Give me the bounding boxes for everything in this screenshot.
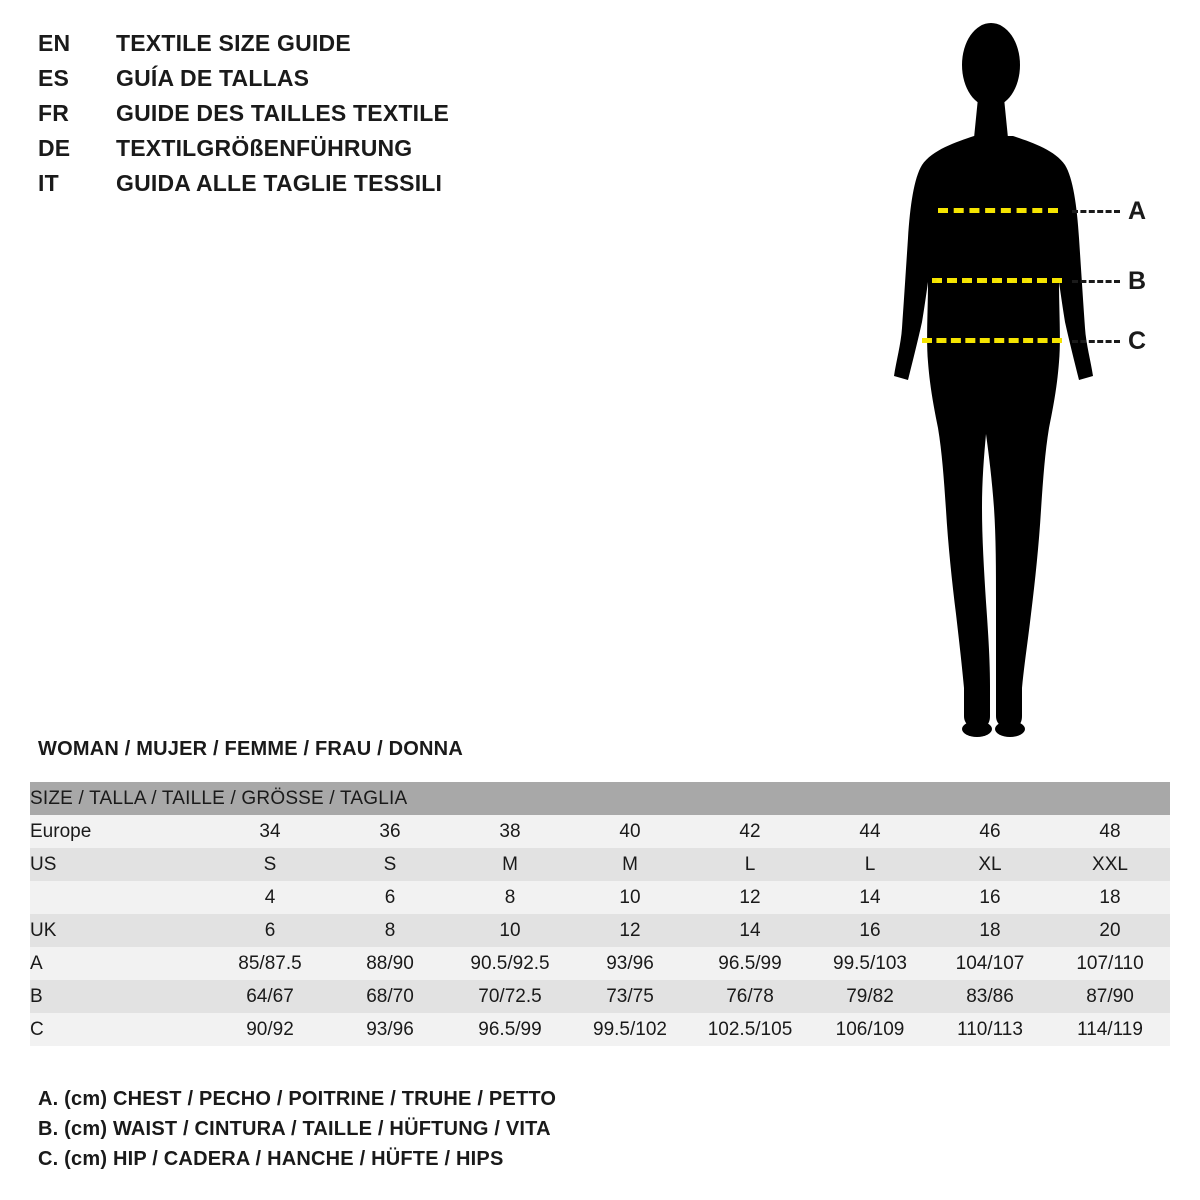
leader-line-c [1072,340,1120,343]
row-cell: L [810,848,930,881]
table-row [30,980,1170,1013]
language-title: TEXTILE SIZE GUIDE [116,30,351,56]
row-cell: 18 [930,914,1050,947]
row-cell: 10 [570,881,690,914]
row-label: US [30,848,210,881]
row-cell: 88/90 [330,947,450,980]
language-code: FR [38,100,70,126]
row-cell: 12 [690,881,810,914]
row-cell: 8 [450,881,570,914]
row-cell: 106/109 [810,1013,930,1046]
row-cell: 42 [690,815,810,848]
row-cell: 102.5/105 [690,1013,810,1046]
language-row [38,170,658,205]
row-cell: 87/90 [1050,980,1170,1013]
row-cell: 70/72.5 [450,980,570,1013]
table-row [30,1013,1170,1046]
language-title: GUÍA DE TALLAS [116,65,310,91]
row-cell: 14 [810,881,930,914]
marker-label-a: A [1128,197,1147,225]
language-title: TEXTILGRÖßENFÜHRUNG [116,135,413,161]
language-code: DE [38,135,71,161]
language-row [38,135,658,170]
row-cell: L [690,848,810,881]
language-row [38,30,658,65]
table-row [30,914,1170,947]
leader-line-a [1072,210,1120,213]
row-cell: 4 [210,881,330,914]
measure-line-chest [938,208,1058,213]
row-cell: 6 [330,881,450,914]
row-cell: 8 [330,914,450,947]
row-cell: 16 [930,881,1050,914]
measure-line-hip [922,338,1062,343]
row-cell: 90.5/92.5 [450,947,570,980]
row-cell: XXL [1050,848,1170,881]
row-cell: 76/78 [690,980,810,1013]
row-cell: 99.5/102 [570,1013,690,1046]
row-cell: 104/107 [930,947,1050,980]
language-row [38,100,658,135]
row-cell: S [210,848,330,881]
legend-line-c: C. (cm) HIP / CADERA / HANCHE / HÜFTE / HIPS [38,1148,504,1170]
row-cell: XL [930,848,1050,881]
row-cell: 85/87.5 [210,947,330,980]
row-cell: M [450,848,570,881]
language-code: EN [38,30,71,56]
row-label: UK [30,914,210,947]
row-cell: 6 [210,914,330,947]
section-title: WOMAN / MUJER / FEMME / FRAU / DONNA [38,738,463,760]
row-cell: 48 [1050,815,1170,848]
measure-line-waist [932,278,1062,283]
row-cell: 96.5/99 [450,1013,570,1046]
row-cell: 96.5/99 [690,947,810,980]
marker-label-b: B [1128,267,1147,295]
row-cell: 64/67 [210,980,330,1013]
row-cell: 40 [570,815,690,848]
size-table [30,782,1170,1046]
table-row [30,947,1170,980]
row-cell: M [570,848,690,881]
row-cell: 114/119 [1050,1013,1170,1046]
language-row [38,65,658,100]
table-header-row [30,782,1170,815]
language-header-block [38,30,658,205]
table-row [30,848,1170,881]
row-cell: 46 [930,815,1050,848]
row-cell: 79/82 [810,980,930,1013]
row-label: B [30,980,210,1013]
language-code: IT [38,170,59,196]
row-cell: 10 [450,914,570,947]
row-label: C [30,1013,210,1046]
legend-line-b: B. (cm) WAIST / CINTURA / TAILLE / HÜFTUNG / VITA [38,1118,551,1140]
row-cell: 20 [1050,914,1170,947]
row-cell: 73/75 [570,980,690,1013]
row-cell: 36 [330,815,450,848]
legend-line-a: A. (cm) CHEST / PECHO / POITRINE / TRUHE / PETTO [38,1088,557,1110]
marker-label-c: C [1128,327,1147,355]
language-code: ES [38,65,70,91]
row-cell: 90/92 [210,1013,330,1046]
row-cell: 99.5/103 [810,947,930,980]
row-cell: 83/86 [930,980,1050,1013]
leader-line-b [1072,280,1120,283]
language-title: GUIDE DES TAILLES TEXTILE [116,100,449,126]
row-cell: 44 [810,815,930,848]
row-cell: 18 [1050,881,1170,914]
row-cell: 16 [810,914,930,947]
language-title: GUIDA ALLE TAGLIE TESSILI [116,170,443,196]
row-cell: 34 [210,815,330,848]
table-row [30,815,1170,848]
body-figure-area [860,10,1190,750]
row-cell: 107/110 [1050,947,1170,980]
table-row [30,881,1170,914]
row-cell: 12 [570,914,690,947]
row-cell: 38 [450,815,570,848]
row-label: Europe [30,815,210,848]
table-header-label: SIZE / TALLA / TAILLE / GRÖSSE / TAGLIA [30,782,1170,815]
row-cell: 110/113 [930,1013,1050,1046]
row-cell: 93/96 [330,1013,450,1046]
legend-block [38,1088,938,1178]
row-label: A [30,947,210,980]
female-body-silhouette-icon [860,10,1110,750]
row-cell: 68/70 [330,980,450,1013]
row-cell: S [330,848,450,881]
row-cell: 14 [690,914,810,947]
row-label [30,881,210,914]
row-cell: 93/96 [570,947,690,980]
